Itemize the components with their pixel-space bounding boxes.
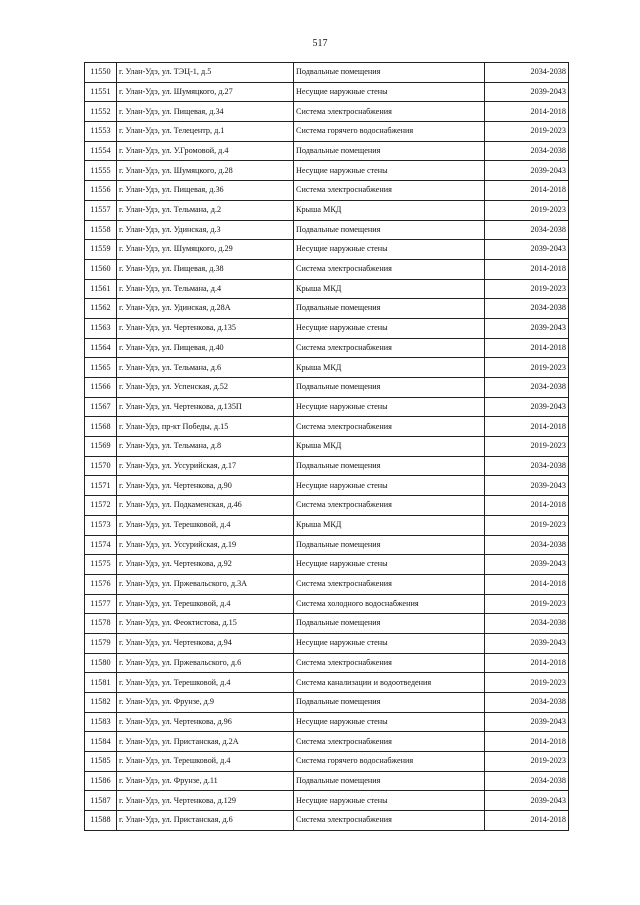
table-row xyxy=(85,259,569,279)
system-cell: Подвальные помещения xyxy=(294,63,485,83)
system-cell: Крыша МКД xyxy=(294,437,485,457)
period-cell: 2019-2023 xyxy=(485,437,569,457)
period-cell: 2019-2023 xyxy=(485,358,569,378)
table-row xyxy=(85,614,569,634)
row-number-cell: 11560 xyxy=(85,259,117,279)
address-cell: г. Улан-Удэ, ул. Телецентр, д.1 xyxy=(117,122,294,142)
address-cell: г. Улан-Удэ, ул. Чертенкова, д.129 xyxy=(117,791,294,811)
period-cell: 2014-2018 xyxy=(485,496,569,516)
period-cell: 2034-2038 xyxy=(485,693,569,713)
table-row xyxy=(85,141,569,161)
system-cell: Подвальные помещения xyxy=(294,614,485,634)
table-row xyxy=(85,82,569,102)
row-number-cell: 11580 xyxy=(85,653,117,673)
row-number-cell: 11563 xyxy=(85,318,117,338)
address-cell: г. Улан-Удэ, ул. Пищевая, д.36 xyxy=(117,181,294,201)
row-number-cell: 11569 xyxy=(85,437,117,457)
address-cell: г. Улан-Удэ, ул. Тельмана, д.6 xyxy=(117,358,294,378)
row-number-cell: 11581 xyxy=(85,673,117,693)
period-cell: 2039-2043 xyxy=(485,161,569,181)
address-cell: г. Улан-Удэ, ул. Шумяцкого, д.27 xyxy=(117,82,294,102)
period-cell: 2019-2023 xyxy=(485,515,569,535)
system-cell: Система электроснабжения xyxy=(294,181,485,201)
address-cell: г. Улан-Удэ, ул. Терешковой, д.4 xyxy=(117,752,294,772)
table-row xyxy=(85,496,569,516)
address-cell: г. Улан-Удэ, ул. Чертенкова, д.135П xyxy=(117,397,294,417)
table-row xyxy=(85,574,569,594)
address-cell: г. Улан-Удэ, ул. Тельмана, д.8 xyxy=(117,437,294,457)
row-number-cell: 11577 xyxy=(85,594,117,614)
row-number-cell: 11557 xyxy=(85,200,117,220)
table-row xyxy=(85,63,569,83)
period-cell: 2039-2043 xyxy=(485,318,569,338)
period-cell: 2039-2043 xyxy=(485,633,569,653)
row-number-cell: 11556 xyxy=(85,181,117,201)
address-cell: г. Улан-Удэ, ул. Пищевая, д.38 xyxy=(117,259,294,279)
table-row xyxy=(85,220,569,240)
address-cell: г. Улан-Удэ, ул. Чертенкова, д.90 xyxy=(117,476,294,496)
period-cell: 2019-2023 xyxy=(485,200,569,220)
period-cell: 2019-2023 xyxy=(485,673,569,693)
address-cell: г. Улан-Удэ, ул. Тельмана, д.2 xyxy=(117,200,294,220)
system-cell: Крыша МКД xyxy=(294,279,485,299)
period-cell: 2019-2023 xyxy=(485,594,569,614)
system-cell: Подвальные помещения xyxy=(294,693,485,713)
table-row xyxy=(85,712,569,732)
address-cell: г. Улан-Удэ, ул. Чертенкова, д.92 xyxy=(117,555,294,575)
row-number-cell: 11579 xyxy=(85,633,117,653)
row-number-cell: 11582 xyxy=(85,693,117,713)
row-number-cell: 11555 xyxy=(85,161,117,181)
table-row xyxy=(85,437,569,457)
period-cell: 2034-2038 xyxy=(485,299,569,319)
period-cell: 2014-2018 xyxy=(485,259,569,279)
row-number-cell: 11587 xyxy=(85,791,117,811)
address-cell: г. Улан-Удэ, ул. Чертенкова, д.96 xyxy=(117,712,294,732)
system-cell: Несущие наружные стены xyxy=(294,318,485,338)
row-number-cell: 11571 xyxy=(85,476,117,496)
system-cell: Система электроснабжения xyxy=(294,102,485,122)
row-number-cell: 11553 xyxy=(85,122,117,142)
system-cell: Крыша МКД xyxy=(294,200,485,220)
table-row xyxy=(85,299,569,319)
row-number-cell: 11574 xyxy=(85,535,117,555)
table-row xyxy=(85,633,569,653)
row-number-cell: 11585 xyxy=(85,752,117,772)
address-cell: г. Улан-Удэ, пр-кт Победы, д.15 xyxy=(117,417,294,437)
row-number-cell: 11584 xyxy=(85,732,117,752)
period-cell: 2019-2023 xyxy=(485,122,569,142)
period-cell: 2039-2043 xyxy=(485,712,569,732)
table-row xyxy=(85,122,569,142)
period-cell: 2039-2043 xyxy=(485,397,569,417)
address-cell: г. Улан-Удэ, ул. Фрунзе, д.11 xyxy=(117,771,294,791)
system-cell: Несущие наружные стены xyxy=(294,476,485,496)
system-cell: Система горячего водоснабжения xyxy=(294,752,485,772)
address-cell: г. Улан-Удэ, ул. Феоктистова, д.15 xyxy=(117,614,294,634)
period-cell: 2014-2018 xyxy=(485,574,569,594)
period-cell: 2039-2043 xyxy=(485,476,569,496)
row-number-cell: 11576 xyxy=(85,574,117,594)
system-cell: Подвальные помещения xyxy=(294,220,485,240)
row-number-cell: 11564 xyxy=(85,338,117,358)
address-cell: г. Улан-Удэ, ул. Фрунзе, д.9 xyxy=(117,693,294,713)
table-row xyxy=(85,535,569,555)
table-row xyxy=(85,476,569,496)
address-cell: г. Улан-Удэ, ул. ТЭЦ-1, д.5 xyxy=(117,63,294,83)
row-number-cell: 11550 xyxy=(85,63,117,83)
address-cell: г. Улан-Удэ, ул. Шумяцкого, д.28 xyxy=(117,161,294,181)
row-number-cell: 11558 xyxy=(85,220,117,240)
table-row xyxy=(85,240,569,260)
period-cell: 2034-2038 xyxy=(485,378,569,398)
table-row xyxy=(85,358,569,378)
period-cell: 2034-2038 xyxy=(485,456,569,476)
table-row xyxy=(85,515,569,535)
table-row xyxy=(85,732,569,752)
system-cell: Крыша МКД xyxy=(294,515,485,535)
system-cell: Несущие наружные стены xyxy=(294,555,485,575)
table-row xyxy=(85,181,569,201)
system-cell: Система электроснабжения xyxy=(294,732,485,752)
row-number-cell: 11583 xyxy=(85,712,117,732)
system-cell: Система электроснабжения xyxy=(294,496,485,516)
address-cell: г. Улан-Удэ, ул. Чертенкова, д.94 xyxy=(117,633,294,653)
table-row xyxy=(85,378,569,398)
system-cell: Подвальные помещения xyxy=(294,141,485,161)
period-cell: 2014-2018 xyxy=(485,653,569,673)
period-cell: 2014-2018 xyxy=(485,811,569,831)
address-cell: г. Улан-Удэ, ул. Чертенкова, д.135 xyxy=(117,318,294,338)
row-number-cell: 11562 xyxy=(85,299,117,319)
system-cell: Система канализации и водоотведения xyxy=(294,673,485,693)
row-number-cell: 11588 xyxy=(85,811,117,831)
system-cell: Подвальные помещения xyxy=(294,378,485,398)
address-cell: г. Улан-Удэ, ул. Пристанская, д.2А xyxy=(117,732,294,752)
row-number-cell: 11575 xyxy=(85,555,117,575)
period-cell: 2039-2043 xyxy=(485,555,569,575)
row-number-cell: 11566 xyxy=(85,378,117,398)
row-number-cell: 11552 xyxy=(85,102,117,122)
period-cell: 2034-2038 xyxy=(485,614,569,634)
address-cell: г. Улан-Удэ, ул. Терешковой, д.4 xyxy=(117,594,294,614)
period-cell: 2014-2018 xyxy=(485,417,569,437)
table-row xyxy=(85,771,569,791)
table-row xyxy=(85,338,569,358)
table-row xyxy=(85,397,569,417)
row-number-cell: 11565 xyxy=(85,358,117,378)
address-cell: г. Улан-Удэ, ул. Удинская, д.3 xyxy=(117,220,294,240)
system-cell: Подвальные помещения xyxy=(294,456,485,476)
address-cell: г. Улан-Удэ, ул. Уссурийская, д.19 xyxy=(117,535,294,555)
period-cell: 2039-2043 xyxy=(485,240,569,260)
address-cell: г. Улан-Удэ, ул. Шумяцкого, д.29 xyxy=(117,240,294,260)
address-cell: г. Улан-Удэ, ул. Пржевальского, д.6 xyxy=(117,653,294,673)
page-number: 517 xyxy=(312,38,328,49)
system-cell: Подвальные помещения xyxy=(294,771,485,791)
system-cell: Система электроснабжения xyxy=(294,653,485,673)
system-cell: Подвальные помещения xyxy=(294,535,485,555)
address-cell: г. Улан-Удэ, ул. У.Громовой, д.4 xyxy=(117,141,294,161)
system-cell: Несущие наружные стены xyxy=(294,712,485,732)
address-cell: г. Улан-Удэ, ул. Пищевая, д.34 xyxy=(117,102,294,122)
period-cell: 2034-2038 xyxy=(485,63,569,83)
period-cell: 2014-2018 xyxy=(485,732,569,752)
table-row xyxy=(85,318,569,338)
system-cell: Несущие наружные стены xyxy=(294,82,485,102)
table-row xyxy=(85,693,569,713)
system-cell: Система электроснабжения xyxy=(294,574,485,594)
system-cell: Система холодного водоснабжения xyxy=(294,594,485,614)
table-row xyxy=(85,752,569,772)
system-cell: Несущие наружные стены xyxy=(294,397,485,417)
registry-table xyxy=(84,62,569,831)
address-cell: г. Улан-Удэ, ул. Пржевальского, д.3А xyxy=(117,574,294,594)
system-cell: Подвальные помещения xyxy=(294,299,485,319)
system-cell: Система электроснабжения xyxy=(294,811,485,831)
address-cell: г. Улан-Удэ, ул. Терешковой, д.4 xyxy=(117,515,294,535)
period-cell: 2014-2018 xyxy=(485,181,569,201)
table-row xyxy=(85,653,569,673)
row-number-cell: 11586 xyxy=(85,771,117,791)
table-row xyxy=(85,673,569,693)
address-cell: г. Улан-Удэ, ул. Пищевая, д.40 xyxy=(117,338,294,358)
table-row xyxy=(85,102,569,122)
address-cell: г. Улан-Удэ, ул. Успенская, д.52 xyxy=(117,378,294,398)
system-cell: Несущие наружные стены xyxy=(294,791,485,811)
table-row xyxy=(85,200,569,220)
row-number-cell: 11573 xyxy=(85,515,117,535)
row-number-cell: 11559 xyxy=(85,240,117,260)
row-number-cell: 11554 xyxy=(85,141,117,161)
address-cell: г. Улан-Удэ, ул. Подкаменская, д.46 xyxy=(117,496,294,516)
table-row xyxy=(85,811,569,831)
row-number-cell: 11578 xyxy=(85,614,117,634)
system-cell: Несущие наружные стены xyxy=(294,240,485,260)
period-cell: 2014-2018 xyxy=(485,102,569,122)
system-cell: Система горячего водоснабжения xyxy=(294,122,485,142)
table-row xyxy=(85,791,569,811)
period-cell: 2019-2023 xyxy=(485,752,569,772)
period-cell: 2034-2038 xyxy=(485,771,569,791)
system-cell: Несущие наружные стены xyxy=(294,633,485,653)
system-cell: Система электроснабжения xyxy=(294,338,485,358)
period-cell: 2039-2043 xyxy=(485,82,569,102)
address-cell: г. Улан-Удэ, ул. Терешковой, д.4 xyxy=(117,673,294,693)
row-number-cell: 11567 xyxy=(85,397,117,417)
period-cell: 2034-2038 xyxy=(485,220,569,240)
period-cell: 2014-2018 xyxy=(485,338,569,358)
period-cell: 2039-2043 xyxy=(485,791,569,811)
system-cell: Крыша МКД xyxy=(294,358,485,378)
address-cell: г. Улан-Удэ, ул. Уссурийская, д.17 xyxy=(117,456,294,476)
row-number-cell: 11551 xyxy=(85,82,117,102)
system-cell: Система электроснабжения xyxy=(294,417,485,437)
system-cell: Несущие наружные стены xyxy=(294,161,485,181)
table-row xyxy=(85,161,569,181)
table-row xyxy=(85,279,569,299)
row-number-cell: 11572 xyxy=(85,496,117,516)
table-row xyxy=(85,456,569,476)
table-row xyxy=(85,555,569,575)
address-cell: г. Улан-Удэ, ул. Тельмана, д.4 xyxy=(117,279,294,299)
period-cell: 2034-2038 xyxy=(485,141,569,161)
row-number-cell: 11568 xyxy=(85,417,117,437)
row-number-cell: 11561 xyxy=(85,279,117,299)
table-row xyxy=(85,417,569,437)
table-row xyxy=(85,594,569,614)
registry-table-body xyxy=(85,63,569,831)
address-cell: г. Улан-Удэ, ул. Пристанская, д.6 xyxy=(117,811,294,831)
system-cell: Система электроснабжения xyxy=(294,259,485,279)
period-cell: 2019-2023 xyxy=(485,279,569,299)
address-cell: г. Улан-Удэ, ул. Удинская, д.28А xyxy=(117,299,294,319)
period-cell: 2034-2038 xyxy=(485,535,569,555)
row-number-cell: 11570 xyxy=(85,456,117,476)
